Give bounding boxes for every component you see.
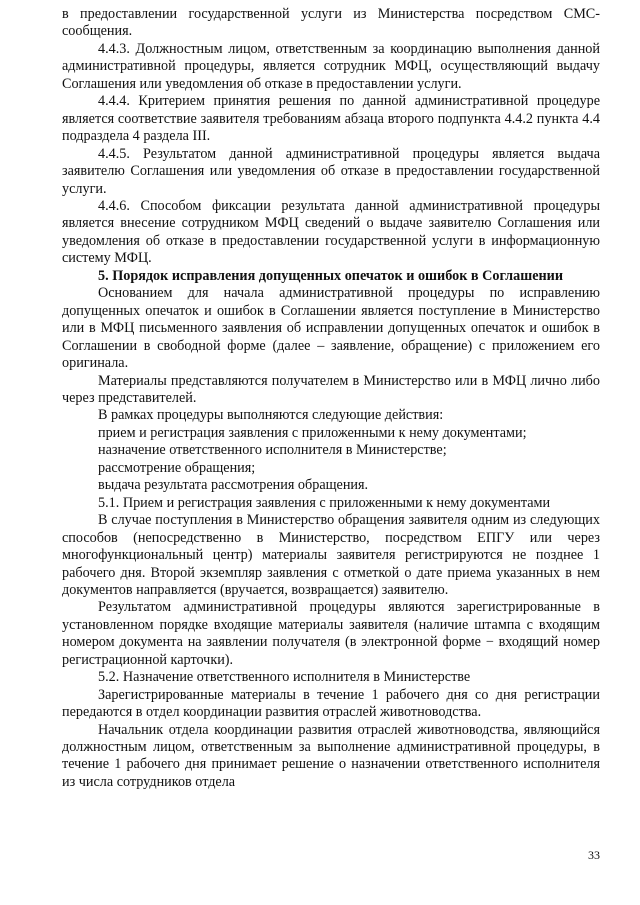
paragraph: Начальник отдела координации развития отраслей животноводства, являющийся должностным лицом, ответственным за выполнение административной процедуры, в течение 1 рабочего дня принимает решение о назначении ответственного исполнителя из числа сотрудников отдела (62, 721, 600, 790)
document-body (62, 6, 600, 791)
paragraph: назначение ответственного исполнителя в Министерстве; (98, 442, 447, 459)
paragraph: 5.1. Прием и регистрация заявления с приложенными к нему документами (98, 494, 551, 511)
paragraph: 4.4.5. Результатом данной административной процедуры является выдача заявителю Соглашения или уведомления об отказе в предоставлении государственной услуги. (62, 145, 600, 197)
paragraph: Зарегистрированные материалы в течение 1 рабочего дня со дня регистрации передаются в отдел координации развития отраслей животноводства. (62, 686, 600, 721)
paragraph: 5.2. Назначение ответственного исполнителя в Министерстве (98, 669, 471, 686)
paragraph: В случае поступления в Министерство обращения заявителя одним из следующих способов (непосредственно в Министерство, посредством ЕПГУ или через многофункциональный центр) материалы заявителя регистрируются не позднее 1 рабочего дня. Второй экземпляр заявления с отметкой о дате приема указанных в нем документов направляется (вручается, возвращается) заявителю. (62, 512, 600, 598)
paragraph: 4.4.3. Должностным лицом, ответственным за координацию выполнения данной административной процедуры, является сотрудник МФЦ, осуществляющий выдачу Соглашения или уведомления об отказе в предоставлении услуги. (62, 40, 600, 92)
paragraph: Основанием для начала административной процедуры по исправлению допущенных опечаток и ошибок в Соглашении является поступление в Министерство или в МФЦ письменного заявления об исправлении допущенных опечаток и ошибок в Соглашении в свободной форме (далее – заявление, обращение) с приложением его оригинала. (62, 285, 600, 372)
paragraph: рассмотрение обращения; (98, 459, 256, 476)
section-heading: 5. Порядок исправления допущенных опечаток и ошибок в Соглашении (98, 267, 564, 284)
paragraph: прием и регистрация заявления с приложенными к нему документами; (98, 424, 527, 441)
paragraph: в предоставлении государственной услуги из Министерства посредством СМС-сообщения. (62, 6, 600, 40)
paragraph: 4.4.4. Критерием принятия решения по данной административной процедуре является соответствие заявителя требованиям абзаца второго подпункта 4.4.2 пункта 4.4 подраздела 4 раздела III. (62, 93, 600, 145)
paragraph: Результатом административной процедуры являются зарегистрированные в установленном порядке входящие материалы заявителя (наличие штампа с входящим номером документа на заявлении получателя (в электронной форме − входящий номер регистрационной карточки). (62, 599, 600, 668)
page-number: 33 (588, 848, 600, 862)
paragraph: Материалы представляются получателем в Министерство или в МФЦ лично либо через представителей. (62, 372, 600, 406)
paragraph: выдача результата рассмотрения обращения. (98, 477, 369, 494)
paragraph: В рамках процедуры выполняются следующие действия: (98, 407, 444, 424)
paragraph: 4.4.6. Способом фиксации результата данной административной процедуры является внесение сотрудником МФЦ сведений о выдаче заявителю Соглашения или уведомления об отказе в предоставлении государственной услуги в информационную систему МФЦ. (62, 197, 600, 267)
